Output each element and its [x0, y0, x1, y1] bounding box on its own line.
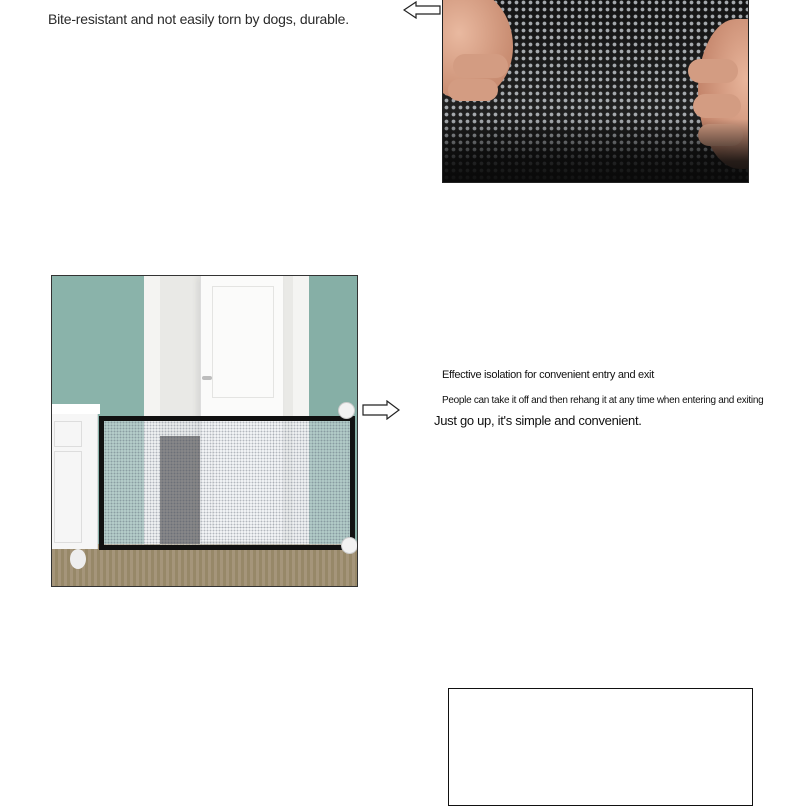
rehang-description: People can take it off and then rehang it at any time when entering and exiting [442, 395, 764, 406]
mesh-fold-shadow [443, 119, 748, 183]
door-panel [212, 286, 274, 398]
hook-icon [338, 402, 355, 419]
simple-convenient-text: Just go up, it's simple and convenient. [434, 413, 642, 428]
floor-rug [52, 544, 357, 586]
cabinet-door [54, 451, 82, 543]
cut-off-text [46, 0, 366, 8]
mesh-fabric-photo [442, 0, 749, 183]
finger [688, 59, 738, 83]
isolation-heading: Effective isolation for convenient entry and exit [442, 369, 654, 381]
arrow-left-icon [403, 1, 441, 19]
bite-resistant-caption: Bite-resistant and not easily torn by dogs, durable. [48, 11, 349, 27]
finger [448, 79, 498, 101]
mesh-gate [99, 416, 355, 550]
door-gate-photo [51, 275, 358, 587]
empty-image-frame [448, 688, 753, 806]
cabinet-top [52, 404, 100, 414]
cabinet-drawer [54, 421, 82, 447]
finger [453, 54, 508, 78]
arrow-right-icon [362, 400, 400, 420]
cabinet-foot [70, 549, 86, 569]
hook-icon [341, 537, 358, 554]
door-knob [202, 376, 212, 380]
finger [693, 94, 741, 118]
